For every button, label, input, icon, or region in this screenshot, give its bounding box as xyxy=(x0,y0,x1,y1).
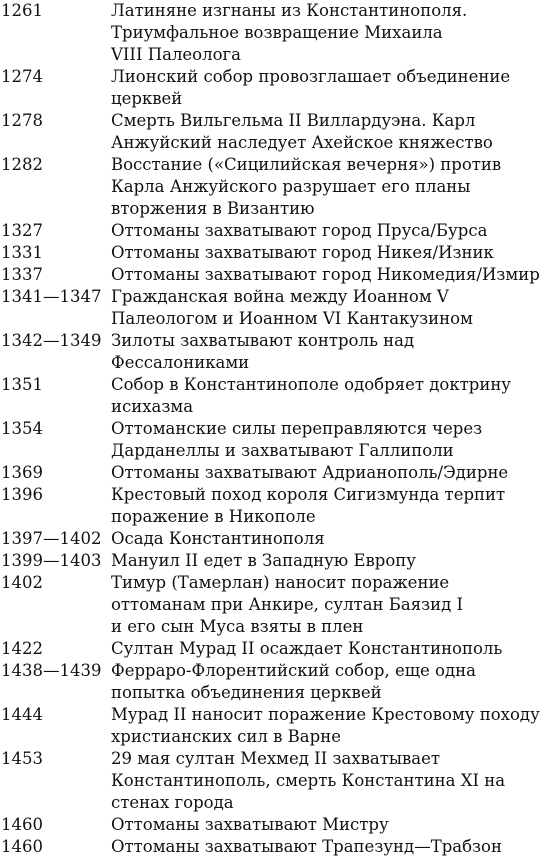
chronology-row xyxy=(0,374,549,418)
entry-line: церквей xyxy=(111,89,183,108)
chronology-row xyxy=(0,220,549,242)
entry-year: 1460 xyxy=(1,837,43,856)
entry-text xyxy=(111,704,549,748)
entry-line: попытка объединения церквей xyxy=(111,683,382,702)
entry-line: Собор в Константинополе одобряет доктрину xyxy=(111,375,512,394)
entry-line: Смерть Вильгельма II Виллардуэна. Карл xyxy=(111,111,476,130)
entry-line: Оттоманы захватывают город Никомедия/Измир xyxy=(111,265,540,284)
entry-text xyxy=(111,484,549,528)
chronology-row xyxy=(0,418,549,462)
entry-line: Анжуйский наследует Ахейское княжество xyxy=(111,133,493,152)
entry-line: Оттоманы захватывают Трапезунд—Трабзон xyxy=(111,837,502,856)
entry-line: Султан Мурад II осаждает Константинополь xyxy=(111,639,503,658)
entry-text xyxy=(111,286,549,330)
entry-line: 29 мая султан Мехмед II захватывает xyxy=(111,749,441,768)
entry-year: 1337 xyxy=(1,265,43,284)
entry-line: Оттоманы захватывают Мистру xyxy=(111,815,389,834)
chronology-row xyxy=(0,330,549,374)
entry-year: 1278 xyxy=(1,111,43,130)
entry-line: Карла Анжуйского разрушает его планы xyxy=(111,177,471,196)
entry-text xyxy=(111,814,549,836)
entry-text xyxy=(111,572,549,638)
entry-text xyxy=(111,264,549,286)
chronology-row xyxy=(0,264,549,286)
entry-line: Палеологом и Иоанном VI Кантакузином xyxy=(111,309,473,328)
entry-line: Оттоманские силы переправляются через xyxy=(111,419,483,438)
entry-text xyxy=(111,330,549,374)
entry-line: Константинополь, смерть Константина XI на xyxy=(111,771,506,790)
chronology-row xyxy=(0,66,549,110)
entry-line: Латиняне изгнаны из Константинополя. xyxy=(111,1,468,20)
entry-line: Оттоманы захватывают Адрианополь/Эдирне xyxy=(111,463,509,482)
entry-year: 1351 xyxy=(1,375,43,394)
entry-year: 1444 xyxy=(1,705,43,724)
entry-line: поражение в Никополе xyxy=(111,507,316,526)
entry-text xyxy=(111,0,549,66)
entry-year: 1460 xyxy=(1,815,43,834)
chronology-row xyxy=(0,638,549,660)
entry-line: Мануил II едет в Западную Европу xyxy=(111,551,417,570)
entry-line: христианских сил в Варне xyxy=(111,727,341,746)
entry-text xyxy=(111,660,549,704)
entry-line: исихазма xyxy=(111,397,194,416)
entry-text xyxy=(111,110,549,154)
entry-line: Крестовый поход короля Сигизмунда терпит xyxy=(111,485,506,504)
entry-line: стенах города xyxy=(111,793,234,812)
entry-line: Ферраро-Флорентийский собор, еще одна xyxy=(111,661,476,680)
entry-year: 1438—1439 xyxy=(1,661,102,680)
entry-line: Оттоманы захватывают город Пруса/Бурса xyxy=(111,221,488,240)
entry-text xyxy=(111,550,549,572)
chronology-row xyxy=(0,572,549,638)
chronology-row xyxy=(0,154,549,220)
entry-line: Триумфальное возвращение Михаила xyxy=(111,23,443,42)
chronology-row xyxy=(0,110,549,154)
entry-line: вторжения в Византию xyxy=(111,199,315,218)
entry-year: 1327 xyxy=(1,221,43,240)
entry-year: 1402 xyxy=(1,573,43,592)
chronology-row xyxy=(0,242,549,264)
entry-text xyxy=(111,418,549,462)
entry-text xyxy=(111,220,549,242)
entry-line: Гражданская война между Иоанном V xyxy=(111,287,449,306)
chronology-row xyxy=(0,484,549,528)
entry-line: Дарданеллы и захватывают Галлиполи xyxy=(111,441,454,460)
entry-line: Восстание («Сицилийская вечерня») против xyxy=(111,155,502,174)
entry-line: Осада Константинополя xyxy=(111,529,325,548)
chronology-row xyxy=(0,814,549,836)
entry-year: 1331 xyxy=(1,243,43,262)
chronology-row xyxy=(0,0,549,66)
entry-line: Мурад II наносит поражение Крестовому походу xyxy=(111,705,540,724)
entry-text xyxy=(111,638,549,660)
entry-line: Фессалониками xyxy=(111,353,250,372)
entry-line: Тимур (Тамерлан) наносит поражение xyxy=(111,573,450,592)
entry-year: 1341—1347 xyxy=(1,287,102,306)
entry-year: 1396 xyxy=(1,485,43,504)
entry-line: Оттоманы захватывают город Никея/Изник xyxy=(111,243,494,262)
entry-year: 1354 xyxy=(1,419,43,438)
chronology-row xyxy=(0,704,549,748)
entry-text xyxy=(111,528,549,550)
entry-line: и его сын Муса взяты в плен xyxy=(111,617,364,636)
entry-year: 1282 xyxy=(1,155,43,174)
entry-text xyxy=(111,462,549,484)
entry-text xyxy=(111,242,549,264)
entry-year: 1397—1402 xyxy=(1,529,102,548)
entry-year: 1369 xyxy=(1,463,43,482)
chronology-row xyxy=(0,748,549,814)
entry-line: Зилоты захватывают контроль над xyxy=(111,331,415,350)
chronology-row xyxy=(0,550,549,572)
entry-text xyxy=(111,154,549,220)
entry-text xyxy=(111,374,549,418)
entry-year: 1261 xyxy=(1,1,43,20)
chronology-row xyxy=(0,528,549,550)
chronology-row xyxy=(0,660,549,704)
entry-text xyxy=(111,748,549,814)
entry-year: 1342—1349 xyxy=(1,331,102,350)
chronology-row xyxy=(0,286,549,330)
entry-year: 1399—1403 xyxy=(1,551,102,570)
entry-year: 1274 xyxy=(1,67,43,86)
entry-line: Лионский собор провозглашает объединение xyxy=(111,67,511,86)
entry-year: 1453 xyxy=(1,749,43,768)
entry-text xyxy=(111,66,549,110)
chronology-row xyxy=(0,462,549,484)
entry-line: VIII Палеолога xyxy=(111,45,242,64)
entry-year: 1422 xyxy=(1,639,43,658)
entry-line: оттоманам при Анкире, султан Баязид I xyxy=(111,595,464,614)
